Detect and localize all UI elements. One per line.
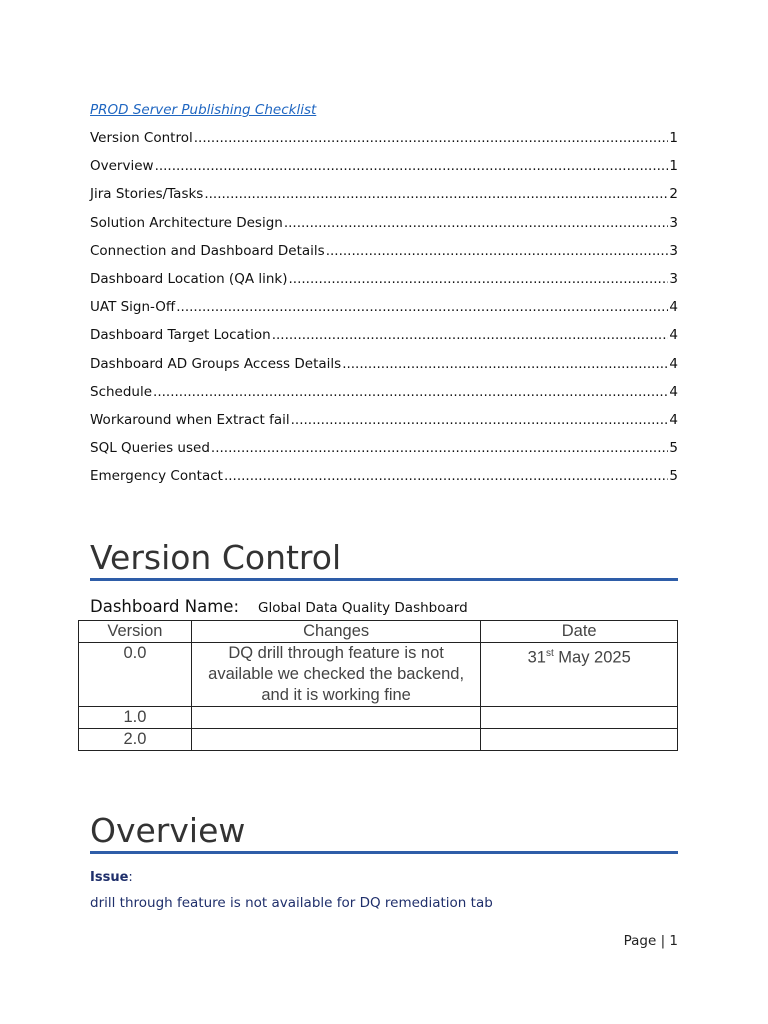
toc-entry-label: Version Control [90, 130, 193, 146]
toc-entry-label: Emergency Contact [90, 468, 223, 485]
date-day: 31 [527, 648, 546, 667]
heading-rule [90, 578, 678, 581]
toc-entry-workaround[interactable] [90, 412, 678, 440]
overview-heading: Overview [90, 811, 246, 850]
toc-entry-label: Jira Stories/Tasks [90, 186, 204, 203]
toc-entry-page: 2 [669, 186, 678, 203]
toc-leader-dots [176, 299, 668, 315]
toc-leader-dots [204, 186, 668, 202]
toc-entry-page: 1 [669, 130, 678, 146]
toc-entry-label: Solution Architecture Design [90, 214, 283, 231]
toc-leader-dots [211, 440, 669, 456]
toc-entry-page: 4 [669, 299, 678, 316]
toc-entry-overview[interactable] [90, 158, 678, 186]
changes-cell [191, 729, 480, 751]
toc-title-link[interactable]: PROD Server Publishing Checklist [90, 102, 317, 118]
page-number-footer: Page | 1 [623, 933, 678, 949]
toc-entry-label: SQL Queries used [90, 440, 210, 457]
toc-entry-label: Schedule [90, 383, 153, 400]
version-cell: 1.0 [79, 707, 192, 729]
toc-entry-label: UAT Sign-Off [90, 299, 176, 316]
table-header-row [79, 621, 678, 643]
issue-label [90, 870, 133, 885]
toc-entry-label: Connection and Dashboard Details [90, 242, 325, 259]
column-header-version: Version [79, 621, 192, 643]
version-cell: 0.0 [79, 643, 192, 707]
toc-leader-dots [326, 243, 669, 259]
table-row [79, 643, 678, 707]
toc-entry-solution-architecture[interactable] [90, 215, 678, 243]
dashboard-name-value: Global Data Quality Dashboard [258, 600, 468, 616]
toc-entry-page: 3 [669, 214, 678, 231]
issue-label-text: Issue [90, 870, 129, 885]
toc-entry-label: Dashboard Target Location [90, 327, 271, 344]
toc-leader-dots [155, 158, 669, 174]
toc-entry-schedule[interactable] [90, 384, 678, 412]
toc-leader-dots [291, 412, 669, 428]
issue-label-colon: : [128, 870, 133, 885]
toc-entry-page: 4 [669, 383, 678, 400]
version-table [78, 620, 678, 751]
table-row [79, 707, 678, 729]
toc-entry-jira-stories[interactable] [90, 186, 678, 214]
toc-entry-ad-groups[interactable] [90, 356, 678, 384]
date-suffix: st [545, 648, 554, 659]
date-cell [481, 707, 678, 729]
table-row [79, 729, 678, 751]
toc-entry-label: Workaround when Extract fail [90, 411, 290, 428]
toc-entry-page: 3 [669, 270, 678, 287]
toc-entry-connection-details[interactable] [90, 243, 678, 271]
toc-entry-page: 1 [669, 158, 678, 175]
toc-entry-page: 5 [669, 440, 678, 457]
changes-cell: DQ drill through feature is not available we checked the backend, and it is working fine [191, 643, 480, 707]
heading-rule [90, 851, 678, 854]
toc-entry-uat-signoff[interactable] [90, 299, 678, 327]
toc-leader-dots [342, 356, 668, 372]
toc-entry-page: 4 [669, 411, 678, 428]
toc-leader-dots [288, 271, 668, 287]
toc-leader-dots [194, 130, 669, 146]
toc-leader-dots [272, 327, 669, 343]
dashboard-name-label: Dashboard Name: [90, 597, 239, 616]
toc-leader-dots [153, 384, 668, 400]
toc-entry-emergency-contact[interactable] [90, 468, 678, 496]
toc-entry-page: 3 [669, 242, 678, 259]
version-cell: 2.0 [79, 729, 192, 751]
toc-entry-sql-queries[interactable] [90, 440, 678, 468]
changes-cell [191, 707, 480, 729]
toc-entry-dashboard-location[interactable] [90, 271, 678, 299]
toc-entry-label: Overview [90, 158, 154, 175]
table-of-contents [90, 130, 678, 496]
toc-entry-page: 4 [669, 327, 678, 344]
column-header-date: Date [481, 621, 678, 643]
date-cell [481, 643, 678, 707]
toc-leader-dots [284, 215, 669, 231]
toc-leader-dots [224, 468, 668, 484]
toc-entry-version-control[interactable] [90, 130, 678, 158]
toc-entry-target-location[interactable] [90, 327, 678, 355]
date-rest: May 2025 [553, 648, 631, 667]
toc-entry-label: Dashboard AD Groups Access Details [90, 355, 342, 372]
toc-entry-page: 5 [669, 468, 678, 485]
column-header-changes: Changes [191, 621, 480, 643]
toc-entry-label: Dashboard Location (QA link) [90, 270, 288, 287]
toc-entry-page: 4 [669, 355, 678, 372]
version-control-heading: Version Control [90, 538, 342, 577]
issue-description: drill through feature is not available for DQ remediation tab [90, 895, 493, 911]
date-cell [481, 729, 678, 751]
